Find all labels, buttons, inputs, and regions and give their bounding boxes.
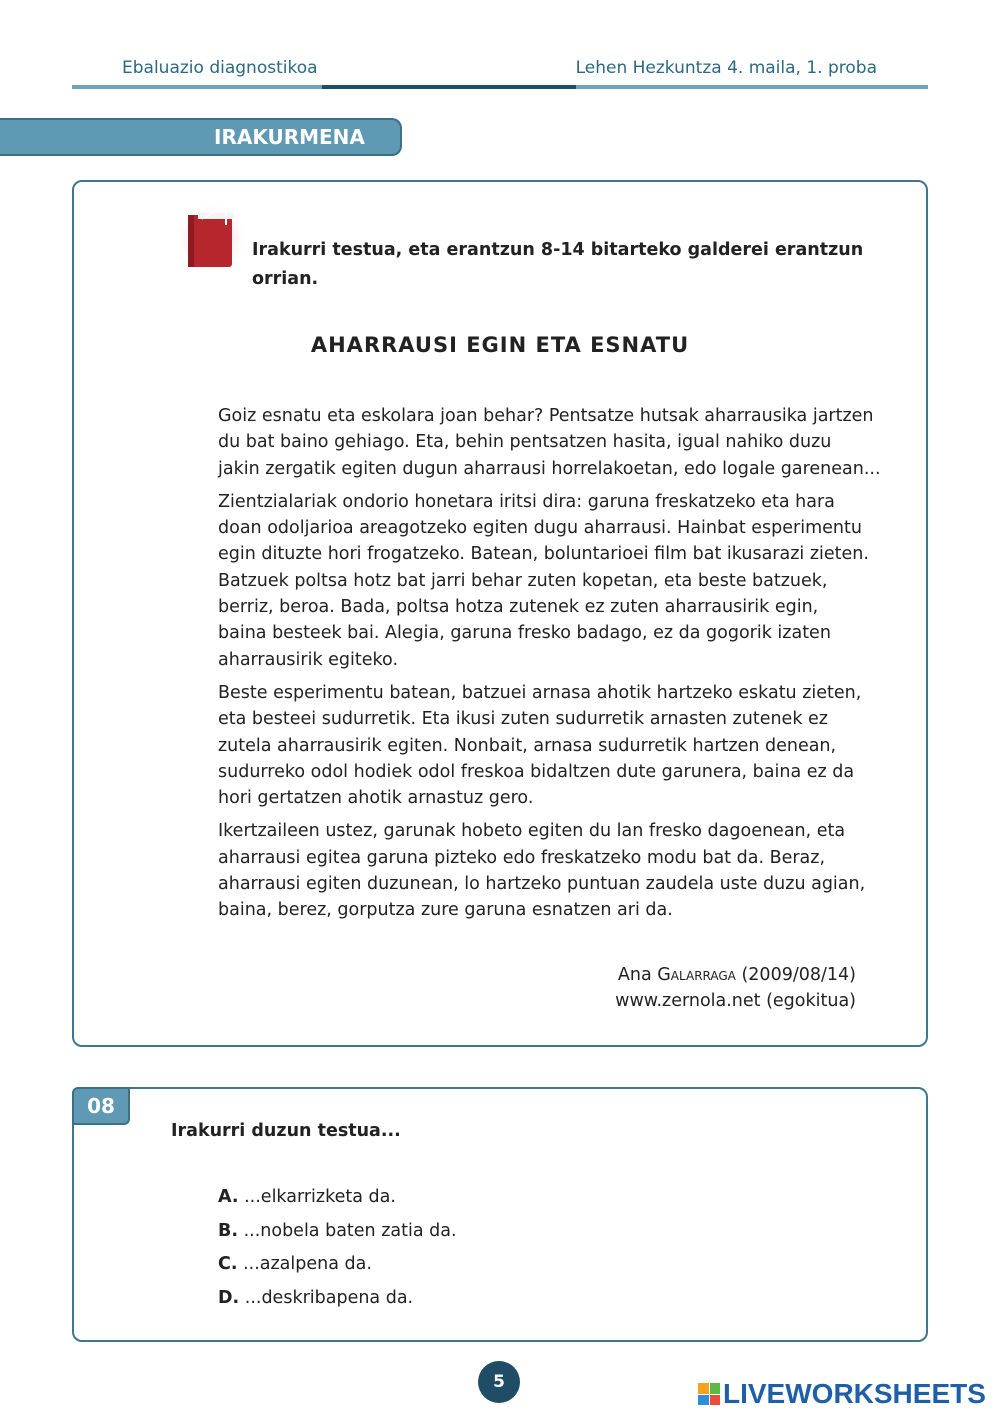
option-letter: C. (218, 1254, 238, 1274)
text-line: aharrausi egitea garuna pizteko edo freskatzeko modu bat da. Beraz, (218, 847, 826, 868)
liveworksheets-logo[interactable] (698, 1378, 986, 1410)
option-letter: A. (218, 1187, 239, 1207)
option-text: ...azalpena da. (243, 1254, 372, 1274)
text-line: Beste esperimentu batean, batzuei arnasa ahotik hartzeko eskatu zieten, (218, 682, 862, 703)
option-letter: D. (218, 1288, 240, 1308)
paragraph-2 (218, 489, 868, 673)
option-text: ...nobela baten zatia da. (243, 1221, 457, 1241)
source-date: (2009/08/14) (741, 965, 856, 985)
text-line: berriz, beroa. Bada, poltsa hotza zutenek ez zuten aharrausirik egin, (218, 597, 819, 618)
book-icon (176, 205, 246, 273)
text-line: Batzuek poltsa hotz bat jarri behar zuten kopetan, eta beste batzuek, (218, 570, 828, 591)
header-left: Ebaluazio diagnostikoa (122, 58, 318, 78)
text-line: Zientzialariak ondorio honetara iritsi dira: garuna freskatzeko eta hara (218, 491, 835, 512)
option-b[interactable] (218, 1221, 457, 1241)
text-line: baina besteek bai. Alegia, garuna fresko badago, ez da gogorik izaten (218, 623, 831, 644)
source-site: www.zernola.net (egokitua) (615, 991, 856, 1011)
option-text: ...deskribapena da. (244, 1288, 414, 1308)
text-line: aharrausirik egiteko. (218, 649, 399, 670)
option-c[interactable] (218, 1254, 372, 1274)
text-line: jakin zergatik egiten dugun aharrausi horrelakoetan, edo logale garenean... (218, 458, 881, 479)
option-text: ...elkarrizketa da. (244, 1187, 396, 1207)
source-author (615, 962, 856, 988)
text-title: AHARRAUSI EGIN ETA ESNATU (310, 333, 690, 357)
section-tab-label: IRAKURMENA (214, 125, 365, 149)
author-first-name: Ana (617, 965, 652, 985)
text-line: aharrausi egiten duzunean, lo hartzeko puntuan zaudela uste duzu agian, (218, 874, 866, 895)
text-line: zutela aharrausirik egiten. Nonbait, arnasa sudurretik hartzen denean, (218, 735, 837, 756)
question-number: 08 (72, 1087, 130, 1125)
text-line: eta besteei sudurretik. Eta ikusi zuten sudurretik arnasten zutenek ez (218, 709, 828, 730)
text-line: du bat baino gehiago. Eta, behin pentsatzen hasita, igual nahiko duzu (218, 432, 832, 453)
instruction: Irakurri testua, eta erantzun 8-14 bitarteko galderei erantzun orrian. (252, 240, 864, 289)
logo-text: LIVEWORKSHEETS (723, 1378, 986, 1409)
header-divider (72, 85, 928, 89)
section-tab (0, 118, 402, 156)
text-line: sudurreko odol hodiek odol freskoa bidaltzen dute garunera, baina ez da (218, 761, 855, 782)
question-stem: Irakurri duzun testua... (171, 1121, 401, 1141)
paragraph-4 (218, 818, 868, 923)
text-line: hori gertatzen ahotik arnastuz gero. (218, 788, 534, 809)
option-d[interactable] (218, 1288, 413, 1308)
header-right: Lehen Hezkuntza 4. maila, 1. proba (575, 58, 877, 78)
text-line: doan odoljarioa areagotzeko egiten dugu aharrausi. Hainbat esperimentu (218, 518, 862, 539)
paragraph-3 (218, 680, 868, 811)
option-a[interactable] (218, 1187, 396, 1207)
page-number: 5 (478, 1361, 520, 1403)
text-line: Ikertzaileen ustez, garunak hobeto egiten du lan fresko dagoenean, eta (218, 821, 846, 842)
author-last-name: Galarraga (657, 965, 736, 985)
source-citation (615, 962, 856, 1014)
text-line: egin dituzte hori frogatzeko. Batean, boluntarioei film bat ikusarazi zieten. (218, 544, 869, 565)
logo-mark-icon (698, 1383, 720, 1405)
text-line: baina, berez, gorputza zure garuna esnatzen ari da. (218, 900, 673, 921)
text-line: Goiz esnatu eta eskolara joan behar? Pentsatze hutsak aharrausika jartzen (218, 406, 874, 426)
paragraph-1 (218, 403, 881, 482)
option-letter: B. (218, 1221, 238, 1241)
reading-text (218, 403, 881, 931)
